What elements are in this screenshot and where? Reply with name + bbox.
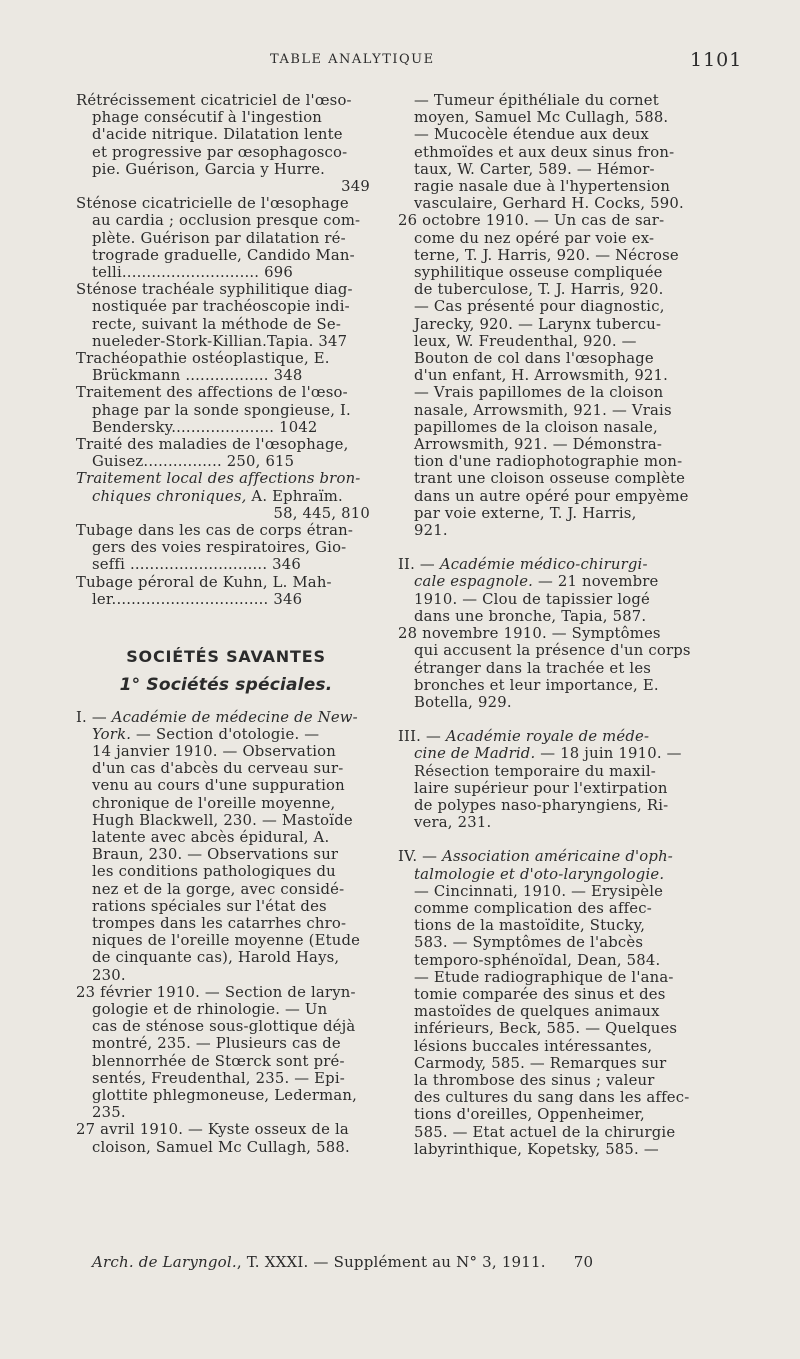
index-line: tions de la mastoïdite, Stucky, (414, 917, 646, 935)
running-title: TABLE ANALYTIQUE (270, 52, 435, 67)
entry-ephraim-line2 (76, 488, 376, 505)
index-line: recte, suivant la méthode de Se- (92, 315, 342, 333)
index-line: plète. Guérison par dilatation ré- (92, 229, 346, 247)
index-line: glottite phlegmoneuse, Lederman, (92, 1086, 357, 1104)
index-line: Rétrécissement cicatriciel de l'œso- (76, 92, 352, 109)
index-line: 230. (92, 966, 126, 984)
index-line: trompes dans les catarrhes chro- (92, 914, 347, 932)
index-line: Résection temporaire du maxil- (414, 762, 656, 780)
index-line: trograde graduelle, Candido Man- (92, 246, 355, 264)
index-line: les conditions pathologiques du (92, 863, 336, 881)
page-number: 1101 (690, 49, 743, 71)
index-line: come du nez opéré par voie ex- (414, 229, 655, 247)
index-line: taux, W. Carter, 589. — Hémor- (414, 160, 655, 178)
index-line: au cardia ; occlusion presque com- (92, 212, 361, 230)
index-line: gologie et de rhinologie. — Un (92, 1000, 328, 1018)
index-line: nez et de la gorge, avec considé- (92, 880, 345, 898)
journal-title: Arch. de Laryngol. (92, 1253, 237, 1271)
index-line: blennorrhée de Stœrck sont pré- (92, 1052, 345, 1070)
society-4-line1 (398, 848, 718, 865)
index-line: moyen, Samuel Mc Cullagh, 588. (414, 109, 669, 127)
index-line: 27 avril 1910. — Kyste osseux de la (76, 1121, 349, 1139)
society-3-line2 (398, 745, 718, 762)
index-line: 585. — Etat actuel de la chirurgie (414, 1123, 676, 1141)
society-date: — 18 juin 1910. — (535, 745, 682, 763)
index-line: — Mucocèle étendue aux deux (414, 126, 649, 144)
index-line: rations spéciales sur l'état des (92, 897, 327, 915)
index-line: Tubage péroral de Kuhn, L. Mah- (76, 573, 332, 591)
index-line: Bouton de col dans l'œsophage (414, 350, 654, 368)
index-line: Jarecky, 920. — Larynx tubercu- (414, 315, 662, 333)
index-line: papillomes de la cloison nasale, (414, 418, 658, 436)
society-1-line1 (76, 709, 376, 726)
index-line: bronches et leur importance, E. (414, 676, 659, 694)
index-line: Traité des maladies de l'œsophage, (76, 436, 349, 454)
index-line: — Cas présenté pour diagnostic, (414, 298, 665, 316)
index-line: phage par la sonde spongieuse, I. (92, 401, 351, 419)
index-line: pie. Guérison, Garcia y Hurre. (92, 160, 326, 178)
index-line: 921. (414, 522, 448, 540)
section-subtitle: 1° Sociétés spéciales. (119, 675, 333, 696)
index-line: labyrinthique, Kopetsky, 585. — (414, 1140, 659, 1158)
index-line: trant une cloison osseuse complète (414, 470, 686, 488)
index-line: Traitement des affections de l'œso- (76, 384, 348, 402)
index-line: dans une bronche, Tapia, 587. (414, 607, 647, 625)
index-line: — Etude radiographique de l'ana- (414, 968, 674, 986)
index-line: montré, 235. — Plusieurs cas de (92, 1035, 341, 1053)
society-name: York. (92, 725, 132, 743)
index-line: qui accusent la présence d'un corps (414, 642, 691, 660)
society-name: Académie royale de méde- (445, 728, 650, 746)
index-line: Sténose trachéale syphilitique diag- (76, 281, 353, 299)
society-2-line1 (398, 556, 718, 573)
index-line: Arrowsmith, 921. — Démonstra- (414, 436, 663, 454)
index-line: inférieurs, Beck, 585. — Quelques (414, 1020, 678, 1038)
author: A. Ephraïm. (246, 487, 343, 505)
roman-numeral: I. — (76, 708, 112, 726)
society-2-line2 (398, 573, 718, 590)
index-line: leux, W. Freudenthal, 920. — (414, 332, 637, 350)
index-line: de tuberculose, T. J. Harris, 920. (414, 281, 664, 299)
society-name: cine de Madrid. (414, 745, 536, 763)
index-line: 349 (341, 178, 370, 196)
index-line: Hugh Blackwell, 230. — Mastoïde (92, 811, 353, 829)
page-header (0, 49, 800, 78)
index-line: et progressive par œsophagosco- (92, 143, 348, 161)
entry-ephraim-pages: 58, 445, 810 (273, 504, 370, 522)
index-line: Botella, 929. (414, 693, 512, 711)
left-entries-c (76, 743, 376, 1156)
index-line: Tubage dans les cas de corps étran- (76, 522, 354, 540)
index-line: ler................................ 346 (92, 590, 303, 608)
index-line: nasale, Arrowsmith, 921. — Vrais (414, 401, 672, 419)
society-4-line2 (398, 866, 718, 883)
index-line: Sténose cicatricielle de l'œsophage (76, 195, 349, 213)
index-line: tions d'oreilles, Oppenheimer, (414, 1106, 645, 1124)
society-name: Association américaine d'oph- (442, 848, 674, 866)
society-name: talmologie et d'oto-laryngologie. (414, 865, 665, 883)
left-entries-a (76, 92, 376, 470)
index-line: ragie nasale due à l'hypertension (414, 178, 671, 196)
society-date: — 21 novembre (533, 573, 659, 591)
index-line: tion d'une radiophotographie mon- (414, 453, 683, 471)
index-line: d'un cas d'abcès du cerveau sur- (92, 760, 344, 778)
index-line: 28 novembre 1910. — Symptômes (398, 625, 661, 643)
right-entries-d (398, 883, 718, 1158)
index-line: de cinquante cas), Harold Hays, (92, 949, 340, 967)
index-line: 583. — Symptômes de l'abcès (414, 934, 644, 952)
index-line: — Vrais papillomes de la cloison (414, 384, 664, 402)
index-line: d'acide nitrique. Dilatation lente (92, 126, 343, 144)
roman-numeral: III. — (398, 728, 446, 746)
index-line: mastoïdes de quelques animaux (414, 1003, 660, 1021)
index-line: Braun, 230. — Observations sur (92, 846, 339, 864)
index-line: tomie comparée des sinus et des (414, 985, 666, 1003)
society-name: cale espagnole. (414, 573, 534, 591)
index-line: Brückmann ................. 348 (92, 367, 303, 385)
index-line: lésions buccales intéressantes, (414, 1037, 653, 1055)
index-line: dans un autre opéré pour empyème (414, 487, 689, 505)
right-entries-b (398, 591, 718, 711)
society-name: Académie de médecine de New- (111, 708, 358, 726)
index-line: 1910. — Clou de tapissier logé (414, 590, 650, 608)
index-line: terne, T. J. Harris, 920. — Nécrose (414, 246, 679, 264)
section-title: SOCIÉTÉS SAVANTES (126, 647, 326, 667)
index-line: phage consécutif à l'ingestion (92, 109, 323, 127)
roman-numeral: IV. — (398, 848, 443, 866)
roman-numeral: II. — (398, 556, 440, 574)
index-line: chronique de l'oreille moyenne, (92, 794, 336, 812)
index-line: 23 février 1910. — Section de laryn- (76, 983, 356, 1001)
index-line: temporo-sphénoïdal, Dean, 584. (414, 951, 661, 969)
index-line: — Cincinnati, 1910. — Erysipèle (414, 882, 664, 900)
index-line: 235. (92, 1104, 126, 1122)
index-line: latente avec abcès épidural, A. (92, 828, 330, 846)
signature-number: 70 (573, 1253, 594, 1271)
index-line: cloison, Samuel Mc Cullagh, 588. (92, 1138, 350, 1156)
society-3-line1 (398, 728, 718, 745)
right-entries-a (398, 92, 718, 539)
left-entries-b (76, 522, 376, 608)
left-column (76, 92, 376, 1156)
index-line: niques de l'oreille moyenne (Etude (92, 932, 361, 950)
index-line: gers des voies respiratoires, Gio- (92, 539, 347, 557)
society-name: Académie médico-chirurgi- (439, 556, 648, 574)
society-section: — Section d'otologie. — (131, 725, 320, 743)
index-line: de polypes naso-pharyngiens, Ri- (414, 796, 669, 814)
entry-ephraim-line1 (76, 470, 376, 487)
index-line: étranger dans la trachée et les (414, 659, 652, 677)
index-line: 26 octobre 1910. — Un cas de sar- (398, 212, 665, 230)
index-line: vera, 231. (414, 814, 492, 832)
index-line: Bendersky..................... 1042 (92, 418, 318, 436)
index-line: Carmody, 585. — Remarques sur (414, 1054, 667, 1072)
right-entries-c (398, 763, 718, 832)
index-line: des cultures du sang dans les affec- (414, 1089, 690, 1107)
index-line: la thrombose des sinus ; valeur (414, 1071, 655, 1089)
index-line: vasculaire, Gerhard H. Cocks, 590. (414, 195, 684, 213)
index-line: telli............................ 696 (92, 264, 293, 282)
index-line: sentés, Freudenthal, 235. — Epi- (92, 1069, 345, 1087)
italic-title: Traitement local des affections bron- (76, 470, 361, 488)
footer-text: , T. XXXI. — Supplément au N° 3, 1911. (236, 1253, 546, 1271)
page-footer (92, 1253, 712, 1271)
index-line: syphilitique osseuse compliquée (414, 264, 663, 282)
index-line: venu au cours d'une suppuration (92, 777, 345, 795)
index-line: Trachéopathie ostéoplastique, E. (76, 350, 330, 368)
index-line: d'un enfant, H. Arrowsmith, 921. (414, 367, 669, 385)
society-1-line2 (76, 726, 376, 743)
index-line: — Tumeur épithéliale du cornet (414, 92, 659, 109)
index-line: nostiquée par trachéoscopie indi- (92, 298, 350, 316)
index-line: ethmoïdes et aux deux sinus fron- (414, 143, 675, 161)
index-line: comme complication des affec- (414, 899, 652, 917)
italic-title: chiques chroniques, (92, 487, 247, 505)
right-column (398, 92, 718, 1158)
index-line: nueleder-Stork-Killian.Tapia. 347 (92, 332, 348, 350)
index-line: laire supérieur pour l'extirpation (414, 779, 668, 797)
index-line: par voie externe, T. J. Harris, (414, 504, 637, 522)
index-line: cas de sténose sous-glottique déjà (92, 1018, 356, 1036)
index-line: Guisez................ 250, 615 (92, 453, 295, 471)
index-line: 14 janvier 1910. — Observation (92, 742, 336, 760)
index-line: seffi ............................ 346 (92, 556, 301, 574)
